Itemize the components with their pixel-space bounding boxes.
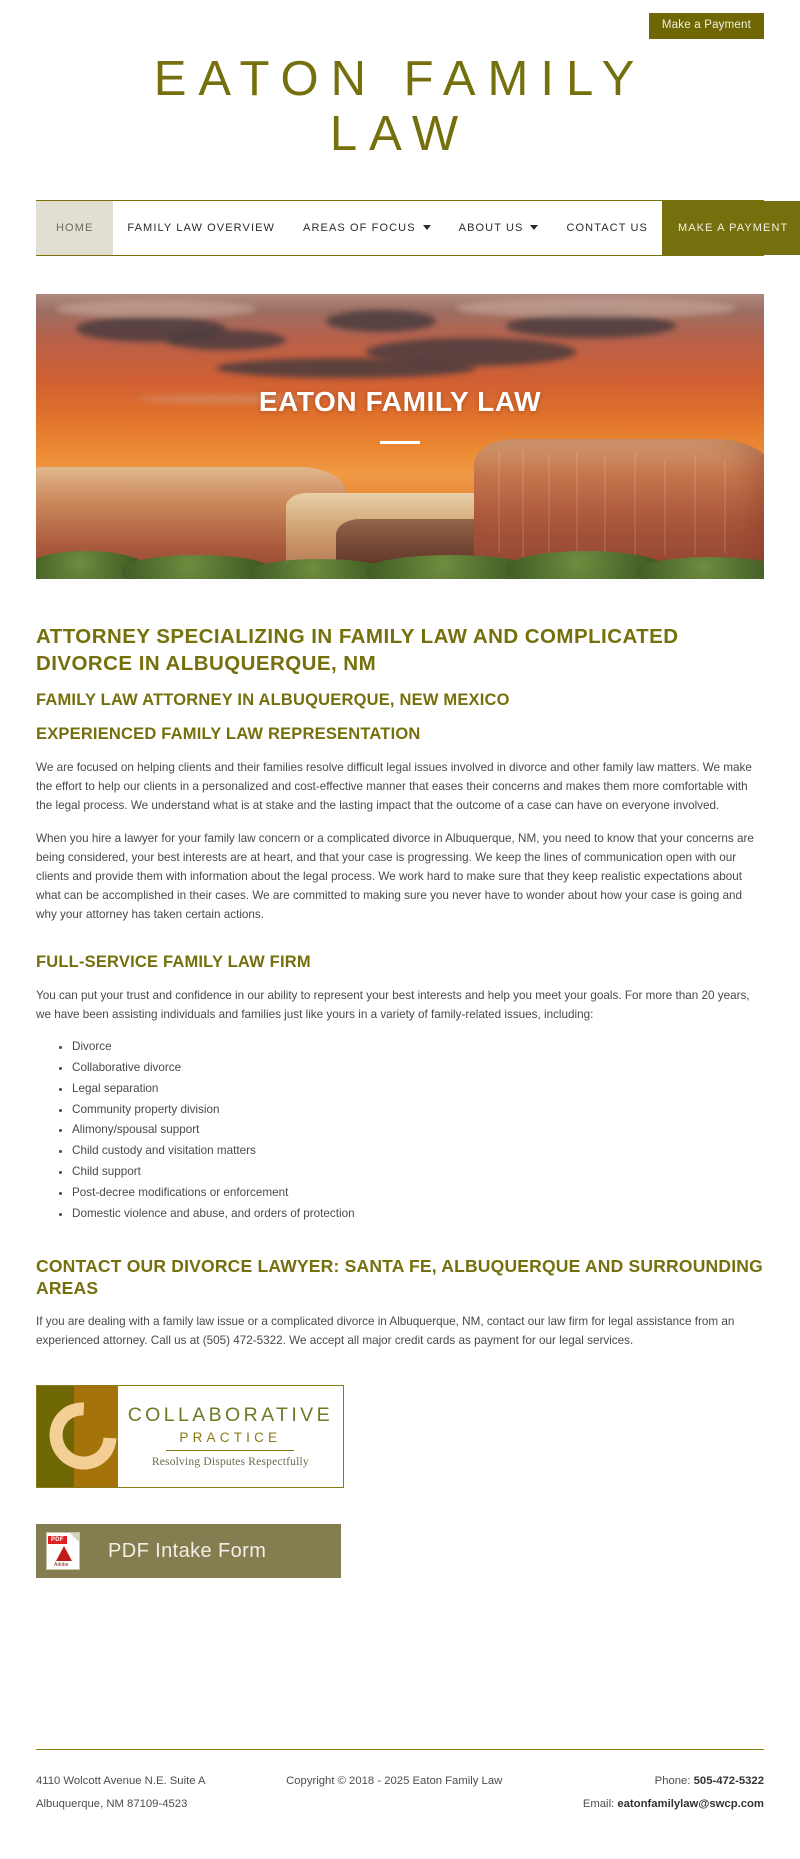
top-utility-bar (0, 0, 800, 46)
address-line-1: 4110 Wolcott Avenue N.E. Suite A (36, 1775, 206, 1787)
list-item: • Divorce (72, 1037, 764, 1058)
list-item: • Legal separation (72, 1079, 764, 1100)
hero-rock-formation (36, 429, 764, 579)
cloud-shape (56, 300, 256, 318)
phone-number-link[interactable]: 505-472-5322 (693, 1775, 764, 1787)
cloud-shape (166, 330, 286, 350)
list-item: • Child custody and visitation matters (72, 1141, 764, 1162)
address-line-2: Albuquerque, NM 87109-4523 (36, 1797, 188, 1810)
nav-item-label: AREAS OF FOCUS (303, 221, 416, 234)
logo-band-amber (74, 1386, 118, 1487)
make-a-payment-top-button[interactable]: Make a Payment (649, 13, 764, 39)
section-heading-experienced: EXPERIENCED FAMILY LAW REPRESENTATION (36, 725, 421, 744)
nav-item-label: CONTACT US (566, 221, 648, 234)
email-label: Email: (582, 1797, 615, 1810)
footer-contact (583, 1770, 764, 1815)
pdf-button-label: PDF Intake Form (108, 1539, 267, 1562)
footer-phone-row (583, 1770, 764, 1793)
main-navigation (36, 200, 789, 256)
nav-item-about-us[interactable] (445, 201, 553, 255)
chevron-down-icon (423, 225, 431, 230)
site-footer (0, 1749, 800, 1859)
paragraph-hire-lawyer: When you hire a lawyer for your family law concern or a complicated divorce in Albuquerque, NM, you need to know that your concerns are being considered, your best interests are at heart, and that your case is progressing. We keep the lines of communication open with our clients and provide them with information about the legal process. We work hard to make sure that they keep realistic expectations about what can be accomplished in their cases. We are committed to making sure you never have to wonder about how your case is going and why your attorney has taken certain actions. (36, 832, 754, 922)
paragraph-trust: You can put your trust and confidence in our ability to represent your best interests and help you meet your goals. For more than 20 years, we have been assisting individuals and families just like yours in a variety of family-related issues, including: (36, 989, 750, 1022)
main-content (36, 579, 764, 1579)
pdf-file-icon (46, 1532, 80, 1570)
email-address-link[interactable]: eatonfamilylaw@swcp.com (617, 1797, 764, 1810)
paragraph-contact: If you are dealing with a family law issue or a complicated divorce in Albuquerque, NM, contact our law firm for legal assistance from an experienced attorney. Call us at (505) 472-5322. We accept all major credit cards as payment for our legal services. (36, 1315, 735, 1348)
adobe-brand-label: Adobe (54, 1562, 69, 1569)
list-item: • Collaborative divorce (72, 1058, 764, 1079)
nav-item-family-law-overview[interactable] (113, 201, 289, 255)
cloud-shape (216, 358, 476, 378)
logo-line-2: LAW (329, 106, 471, 161)
services-list (36, 1037, 764, 1224)
section-heading-contact: CONTACT OUR DIVORCE LAWYER: SANTA FE, ALBUQUERQUE AND SURROUNDING AREAS (36, 1255, 763, 1299)
nav-item-label: HOME (56, 221, 94, 234)
logo-line-collaborative: COLLABORATIVE (127, 1403, 333, 1426)
hero-banner (36, 294, 764, 579)
logo-text-block (118, 1386, 343, 1487)
nav-item-areas-of-focus[interactable] (289, 201, 445, 255)
pdf-icon-label: PDF (48, 1536, 67, 1544)
nav-item-make-a-payment[interactable]: MAKE A PAYMENT (662, 201, 800, 255)
logo-line-1: EATON FAMILY (153, 52, 647, 106)
chevron-down-icon (530, 225, 538, 230)
footer-copyright: Copyright © 2018 - 2025 Eaton Family Law (286, 1775, 503, 1787)
page-title: ATTORNEY SPECIALIZING IN FAMILY LAW AND COMPLICATED DIVORCE IN ALBUQUERQUE, NM (36, 624, 679, 675)
logo-line-practice: PRACTICE (179, 1429, 282, 1445)
footer-address (36, 1770, 206, 1815)
logo-tagline: Resolving Disputes Respectfully (151, 1456, 309, 1469)
hero-text-overlay (36, 386, 764, 444)
nav-item-label: ABOUT US (458, 221, 524, 234)
cloud-shape (326, 310, 436, 332)
adobe-a-icon (56, 1546, 72, 1561)
nav-item-label: FAMILY LAW OVERVIEW (127, 221, 276, 234)
section-heading-full-service: FULL-SERVICE FAMILY LAW FIRM (36, 953, 311, 971)
page-fold-icon (70, 1533, 79, 1542)
hero-divider-rule (380, 441, 420, 444)
nav-item-home[interactable] (36, 201, 113, 255)
phone-label: Phone: (654, 1775, 691, 1787)
list-item: • Child support (72, 1162, 764, 1183)
list-item: • Community property division (72, 1100, 764, 1121)
site-logo[interactable] (0, 46, 800, 172)
hero-title: EATON FAMILY LAW (258, 385, 542, 417)
logo-divider (166, 1450, 294, 1452)
list-item: • Domestic violence and abuse, and orders of protection (72, 1204, 764, 1225)
nav-item-contact-us[interactable] (552, 201, 662, 255)
footer-email-row (583, 1793, 764, 1816)
list-item: • Post-decree modifications or enforcement (72, 1183, 764, 1204)
paragraph-intro: We are focused on helping clients and their families resolve difficult legal issues involved in divorce and other family law matters. We make the effort to help our clients in a personalized and cost-effective manner that eases their concerns and makes them more comfortable with the legal process. We understand what is at stake and the lasting impact that the outcome of a case can have on everyone involved. (36, 761, 752, 813)
pdf-intake-form-button[interactable] (36, 1524, 341, 1578)
list-item: • Alimony/spousal support (72, 1120, 764, 1141)
collaborative-practice-logo[interactable] (36, 1385, 344, 1488)
page-subtitle: FAMILY LAW ATTORNEY IN ALBUQUERQUE, NEW MEXICO (36, 690, 510, 709)
cloud-shape (456, 298, 736, 318)
